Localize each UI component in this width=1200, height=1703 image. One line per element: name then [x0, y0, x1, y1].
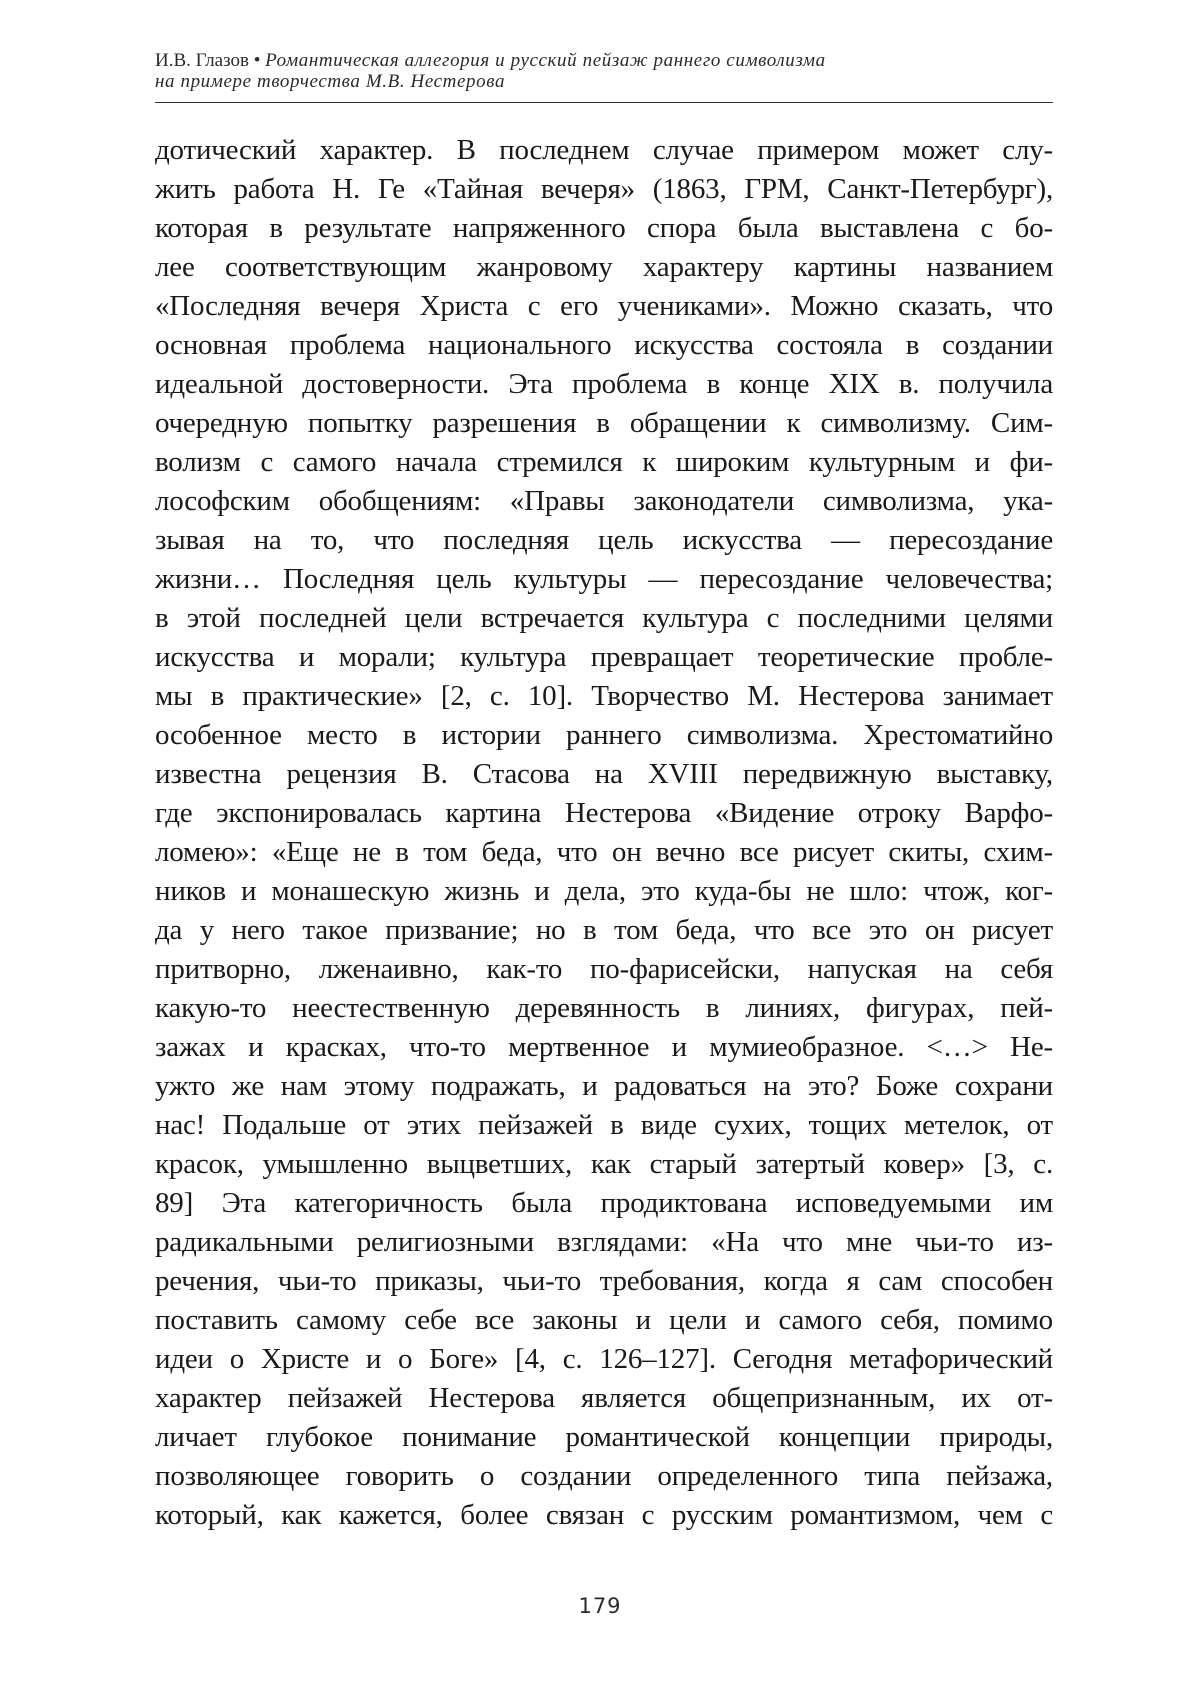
text-line: который, как кажется, более связан с русским романтизмом, чем с [155, 1499, 1053, 1531]
header-divider [155, 102, 1053, 103]
text-line: ломею»: «Еще не в том беда, что он вечно все рисует скиты, схим- [155, 836, 1053, 868]
text-line: поставить самому себе все законы и цели и самого себя, помимо [155, 1304, 1053, 1336]
text-line: красок, умышленно выцветших, как старый затертый ковер» [3, с. [155, 1148, 1053, 1180]
text-line: да у него такое призвание; но в том беда, что все это он рисует [155, 914, 1053, 946]
text-line: притворно, лженаивно, как-то по-фарисейски, напуская на себя [155, 953, 1053, 985]
header-title-part-2: на примере творчества М.В. Нестерова [155, 71, 506, 92]
text-line: нас! Подальше от этих пейзажей в виде сухих, тощих метелок, от [155, 1109, 1053, 1141]
text-line: лософским обобщениям: «Правы законодатели символизма, ука- [155, 485, 1053, 517]
body-text [155, 131, 1053, 1535]
text-line: идеи о Христе и о Боге» [4, с. 126–127]. Сегодня метафорический [155, 1343, 1053, 1375]
running-header-line-2 [155, 71, 1053, 92]
text-line: идеальной достоверности. Эта проблема в конце XIX в. получила [155, 368, 1053, 400]
text-line: в этой последней цели встречается культура с последними целями [155, 602, 1053, 634]
text-line: радикальными религиозными взглядами: «На что мне чьи-то из- [155, 1226, 1053, 1258]
text-line: речения, чьи-то приказы, чьи-то требования, когда я сам способен [155, 1265, 1053, 1297]
header-author: И.В. Глазов [155, 50, 249, 71]
text-line: позволяющее говорить о создании определенного типа пейзажа, [155, 1460, 1053, 1492]
text-line: дотический характер. В последнем случае примером может слу- [155, 134, 1053, 166]
text-line: лее соответствующим жанровому характеру картины названием [155, 251, 1053, 283]
running-header [155, 50, 1053, 92]
text-line: искусства и морали; культура превращает теоретические пробле- [155, 641, 1053, 673]
running-header-line-1 [155, 50, 1053, 71]
text-line: особенное место в истории раннего символизма. Хрестоматийно [155, 719, 1053, 751]
text-line: 89] Эта категоричность была продиктована исповедуемыми им [155, 1187, 1053, 1219]
text-line: где экспонировалась картина Нестерова «Видение отроку Варфо- [155, 797, 1053, 829]
text-line: основная проблема национального искусства состояла в создании [155, 329, 1053, 361]
text-line: ужто же нам этому подражать, и радоваться на это? Боже сохрани [155, 1070, 1053, 1102]
text-line: мы в практические» [2, с. 10]. Творчество М. Нестерова занимает [155, 680, 1053, 712]
header-bullet: • [253, 50, 261, 71]
text-line: личает глубокое понимание романтической концепции природы, [155, 1421, 1053, 1453]
text-line: ников и монашескую жизнь и дела, это куда-бы не шло: чтож, ког- [155, 875, 1053, 907]
header-title-part-1: Романтическая аллегория и русский пейзаж раннего символизма [265, 50, 826, 71]
text-line: «Последняя вечеря Христа с его учениками». Можно сказать, что [155, 290, 1053, 322]
text-line: зажах и красках, что-то мертвенное и мумиеобразное. <…> Не- [155, 1031, 1053, 1063]
text-line: жить работа Н. Ге «Тайная вечеря» (1863, ГРМ, Санкт-Петербург), [155, 173, 1053, 205]
text-line: характер пейзажей Нестерова является общепризнанным, их от- [155, 1382, 1053, 1414]
text-line: зывая на то, что последняя цель искусства — пересоздание [155, 524, 1053, 556]
text-line: волизм с самого начала стремился к широким культурным и фи- [155, 446, 1053, 478]
text-line: жизни… Последняя цель культуры — пересоздание человечества; [155, 563, 1053, 595]
text-line: какую-то неестественную деревянность в линиях, фигурах, пей- [155, 992, 1053, 1024]
text-line: известна рецензия В. Стасова на XVIII передвижную выставку, [155, 758, 1053, 790]
text-line: которая в результате напряженного спора была выставлена с бо- [155, 212, 1053, 244]
page-number: 179 [578, 1594, 622, 1618]
text-line: очередную попытку разрешения в обращении к символизму. Сим- [155, 407, 1053, 439]
